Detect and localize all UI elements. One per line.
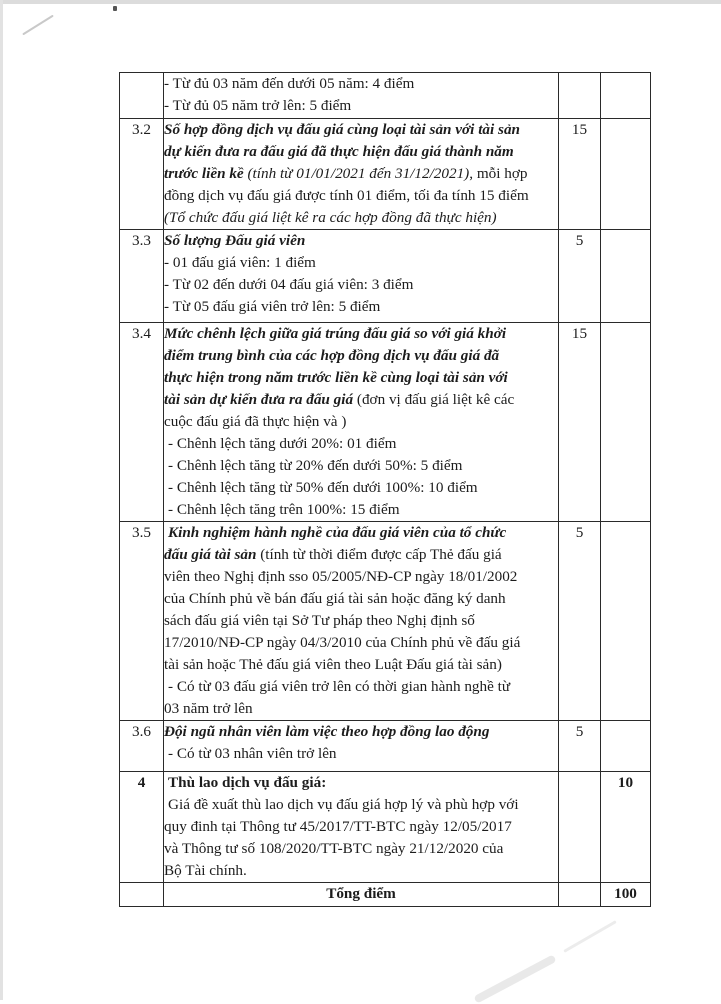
- row-number: 3.2: [120, 119, 164, 230]
- scoring-table: [119, 72, 651, 907]
- criterion-line: - Có từ 03 nhân viên trở lên: [168, 745, 337, 762]
- criterion-line: - Chênh lệch tăng dưới 20%: 01 điểm: [168, 435, 397, 452]
- criterion-text: , mỗi hợp: [469, 165, 528, 182]
- criterion-title: Số lượng Đấu giá viên: [164, 232, 306, 249]
- criterion-title: dự kiến đưa ra đấu giá đã thực hiện đấu giá thành năm: [164, 143, 514, 160]
- table-row-3-3: [120, 230, 651, 323]
- criterion-line: Giá đề xuất thù lao dịch vụ đấu giá hợp lý và phù hợp với: [168, 796, 519, 813]
- criterion-title: Đội ngũ nhân viên làm việc theo hợp đồng lao động: [164, 723, 490, 740]
- criterion-text: của Chính phủ về bán đấu giá tài sản hoặc đăng ký danh: [164, 590, 506, 607]
- criterion-line: - Chênh lệch tăng từ 20% đến dưới 50%: 5 điểm: [168, 457, 463, 474]
- row-number: [120, 73, 164, 119]
- criterion-content: [164, 323, 559, 522]
- criterion-line: - Chênh lệch tăng trên 100%: 15 điểm: [168, 501, 400, 518]
- criterion-line: - Từ đủ 05 năm trở lên: 5 điểm: [164, 97, 352, 114]
- criterion-title: trước liền kề: [164, 165, 244, 182]
- row-number: 3.4: [120, 323, 164, 522]
- table-row-total: [120, 883, 651, 907]
- row-number: 3.3: [120, 230, 164, 323]
- awarded-score: [601, 721, 651, 772]
- criterion-line: - Từ 05 đấu giá viên trở lên: 5 điểm: [164, 298, 381, 315]
- criterion-line: 03 năm trở lên: [164, 700, 253, 717]
- criterion-title: Số hợp đồng dịch vụ đấu giá cùng loại tài sản với tài sản: [164, 121, 520, 138]
- max-score: 15: [559, 119, 601, 230]
- scan-dot: [113, 6, 117, 11]
- criterion-title: thực hiện trong năm trước liền kề cùng loại tài sản với: [164, 369, 508, 386]
- criterion-text: (đơn vị đấu giá liệt kê các: [353, 391, 515, 408]
- criterion-note: (Tổ chức đấu giá liệt kê ra các hợp đồng đã thực hiện): [164, 209, 497, 226]
- scan-smudge: [473, 954, 556, 1003]
- awarded-score: [601, 119, 651, 230]
- max-score: 5: [559, 721, 601, 772]
- criterion-text: 17/2010/NĐ-CP ngày 04/3/2010 của Chính phủ về đấu giá: [164, 634, 521, 651]
- awarded-score: [601, 323, 651, 522]
- row-number: 4: [120, 772, 164, 883]
- criterion-title: Kinh nghiệm hành nghề của đấu giá viên của tổ chức: [168, 524, 507, 541]
- criterion-line: - 01 đấu giá viên: 1 điểm: [164, 254, 316, 271]
- max-score: [559, 772, 601, 883]
- table-row-3-6: [120, 721, 651, 772]
- criterion-content: [164, 721, 559, 772]
- criterion-text: viên theo Nghị định sso 05/2005/NĐ-CP ngày 18/01/2002: [164, 568, 518, 585]
- scan-mark: [22, 15, 54, 36]
- empty-cell: [120, 883, 164, 907]
- criterion-content: [164, 73, 559, 119]
- criterion-text: đồng dịch vụ đấu giá được tính 01 điểm, tối đa tính 15 điểm: [164, 187, 529, 204]
- awarded-score: [601, 73, 651, 119]
- total-max-score: [559, 883, 601, 907]
- table-row-3-5: [120, 522, 651, 721]
- criterion-title: Mức chênh lệch giữa giá trúng đấu giá so với giá khởi: [164, 325, 507, 342]
- criterion-line: và Thông tư số 108/2020/TT-BTC ngày 21/12/2020 của: [164, 840, 504, 857]
- row-number: 3.5: [120, 522, 164, 721]
- scan-smudge: [563, 920, 616, 953]
- criterion-line: - Có từ 03 đấu giá viên trở lên có thời gian hành nghề từ: [168, 678, 511, 695]
- table-row-continuation: [120, 73, 651, 119]
- criterion-text: (tính từ thời điểm được cấp Thẻ đấu giá: [256, 546, 502, 563]
- table-row-4: [120, 772, 651, 883]
- criterion-text: sách đấu giá viên tại Sở Tư pháp theo Nghị định số: [164, 612, 475, 629]
- table-row-3-2: [120, 119, 651, 230]
- criterion-line: - Chênh lệch tăng từ 50% đến dưới 100%: 10 điểm: [168, 479, 478, 496]
- criterion-title: điểm trung bình của các hợp đồng dịch vụ đấu giá đã: [164, 347, 500, 364]
- awarded-score: [601, 230, 651, 323]
- criterion-line: quy đinh tại Thông tư 45/2017/TT-BTC ngày 12/05/2017: [164, 818, 512, 835]
- total-label: Tổng điểm: [164, 883, 559, 907]
- awarded-score: [601, 522, 651, 721]
- max-score: [559, 73, 601, 119]
- total-score: 100: [601, 883, 651, 907]
- criterion-content: [164, 522, 559, 721]
- awarded-score: 10: [601, 772, 651, 883]
- criterion-text: tài sản hoặc Thẻ đấu giá viên theo Luật Đấu giá tài sản): [164, 656, 502, 673]
- row-number: 3.6: [120, 721, 164, 772]
- criterion-title: đấu giá tài sản: [164, 546, 257, 563]
- criterion-period: (tính từ 01/01/2021 đến 31/12/2021): [247, 165, 470, 182]
- criterion-content: [164, 230, 559, 323]
- criterion-title: Thù lao dịch vụ đấu giá:: [168, 774, 327, 791]
- scan-edge-top: [0, 0, 721, 4]
- criterion-title: tài sản dự kiến đưa ra đấu giá: [164, 391, 354, 408]
- criterion-line: - Từ 02 đến dưới 04 đấu giá viên: 3 điểm: [164, 276, 414, 293]
- max-score: 5: [559, 230, 601, 323]
- max-score: 15: [559, 323, 601, 522]
- table-row-3-4: [120, 323, 651, 522]
- criterion-content: [164, 772, 559, 883]
- criterion-content: [164, 119, 559, 230]
- max-score: 5: [559, 522, 601, 721]
- criterion-line: - Từ đủ 03 năm đến dưới 05 năm: 4 điểm: [164, 75, 415, 92]
- criterion-text: cuộc đấu giá đã thực hiện và ): [164, 413, 347, 430]
- criterion-line: Bộ Tài chính.: [164, 862, 247, 879]
- scan-edge-left: [0, 0, 3, 1000]
